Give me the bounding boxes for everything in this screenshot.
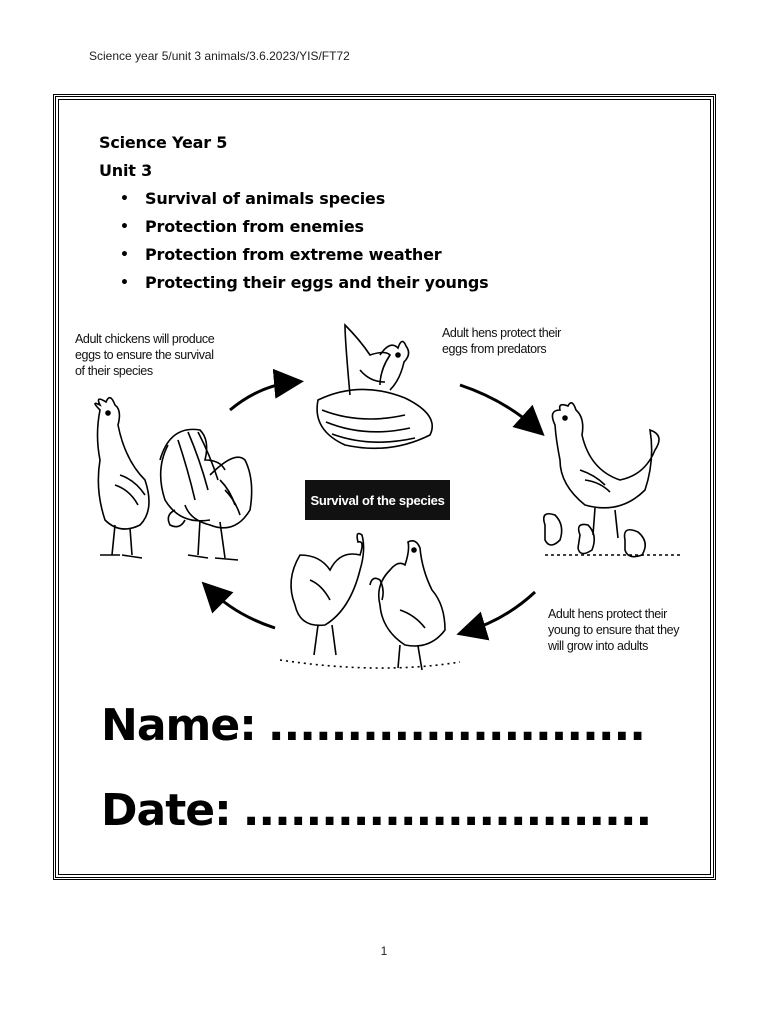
name-blank[interactable]: ........................ xyxy=(267,700,645,751)
document-header: Science year 5/unit 3 animals/3.6.2023/YIS/FT72 xyxy=(89,49,350,63)
cycle-arrow xyxy=(208,588,275,628)
topic-item: • Protection from enemies xyxy=(120,217,364,236)
hen-on-nest-illustration xyxy=(317,325,432,448)
topic-list xyxy=(120,188,488,300)
topic-item: • Protection from extreme weather xyxy=(120,245,442,264)
topic-item: • Survival of animals species xyxy=(120,189,386,208)
name-field[interactable] xyxy=(101,700,645,751)
date-blank[interactable]: .......................... xyxy=(242,785,652,836)
caption-protect-young: Adult hens protect their young to ensure that they will grow into adults xyxy=(548,607,680,653)
worksheet-unit: Unit 3 xyxy=(99,161,153,180)
date-field[interactable] xyxy=(101,785,651,836)
cycle-arrow xyxy=(230,382,295,410)
worksheet-title: Science Year 5 xyxy=(99,133,228,152)
caption-protect-eggs: Adult hens protect their eggs from predators xyxy=(442,326,561,356)
topic-item: • Protecting their eggs and their youngs xyxy=(120,273,489,292)
growing-chickens-illustration xyxy=(280,534,460,670)
cycle-arrow xyxy=(460,385,538,430)
page-number: 1 xyxy=(380,944,388,958)
caption-produce-eggs: Adult chickens will produce eggs to ensure the survival of their species xyxy=(75,332,215,378)
hen-with-chicks-illustration xyxy=(544,403,680,557)
survival-of-species-label: Survival of the species xyxy=(305,480,450,520)
rooster-and-hen-illustration xyxy=(95,398,252,560)
date-label: Date: xyxy=(101,785,231,836)
name-label: Name: xyxy=(101,700,256,751)
cycle-arrow xyxy=(465,592,535,632)
